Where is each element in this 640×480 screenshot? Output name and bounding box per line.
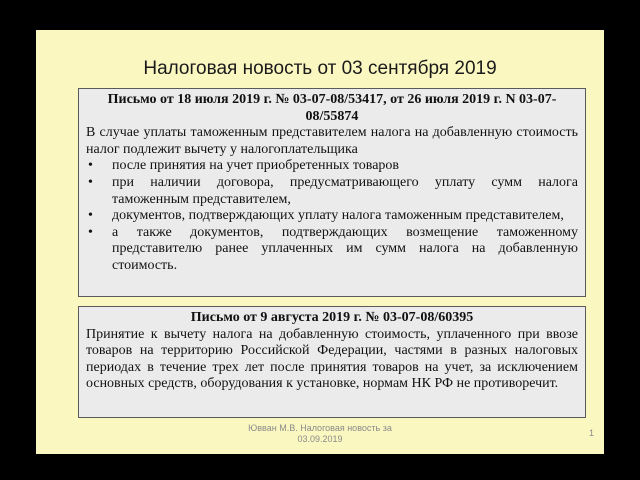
list-item xyxy=(86,175,578,208)
letter-1-bullet-list xyxy=(86,158,578,274)
list-item xyxy=(86,158,578,175)
slide xyxy=(36,30,604,454)
footer-line-1: Ювван М.В. Налоговая новость за xyxy=(248,423,392,433)
letter-1-intro: В случае уплаты таможенным представителем налога на добавленную стоимость налог подлежит вычету у налогоплательщика xyxy=(86,125,578,157)
list-item-text: после принятия на учет приобретенных товаров xyxy=(112,158,400,174)
letter-1-heading: Письмо от 18 июля 2019 г. № 03-07-08/53417, от 26 июля 2019 г. N 03-07-08/55874 xyxy=(107,92,557,124)
bullet-icon: • xyxy=(88,208,93,224)
bullet-icon: • xyxy=(88,174,93,190)
list-item xyxy=(86,208,578,225)
letter-2-heading: Письмо от 9 августа 2019 г. № 03-07-08/60395 xyxy=(190,310,474,325)
letter-box-1 xyxy=(78,88,586,297)
page-number: 1 xyxy=(588,428,594,438)
slide-title: Налоговая новость от 03 сентября 2019 xyxy=(143,58,497,79)
letter-box-2 xyxy=(78,306,586,418)
bullet-icon: • xyxy=(88,224,93,240)
list-item xyxy=(86,225,578,275)
list-item-text: при наличии договора, предусматривающего уплату сумм налога таможенным представителем, xyxy=(112,174,578,207)
list-item-text: а также документов, подтверждающих возмещение таможенному представителю ранее уплаченных им сумм налога на добавленную стоимость. xyxy=(112,224,578,273)
footer-line-2: 03.09.2019 xyxy=(297,434,343,444)
list-item-text: документов, подтверждающих уплату налога таможенным представителем, xyxy=(112,208,564,224)
bullet-icon: • xyxy=(88,158,93,174)
letter-2-body: Принятие к вычету налога на добавленную стоимость, уплаченного при ввозе товаров на территорию Российской Федерации, частями в разных налоговых периодах в течение трех лет после принятия товаров на учет, за исключением основных средств, оборудования к установке, нормам НК РФ не противоречит. xyxy=(86,326,578,392)
slide-footer xyxy=(220,423,420,445)
